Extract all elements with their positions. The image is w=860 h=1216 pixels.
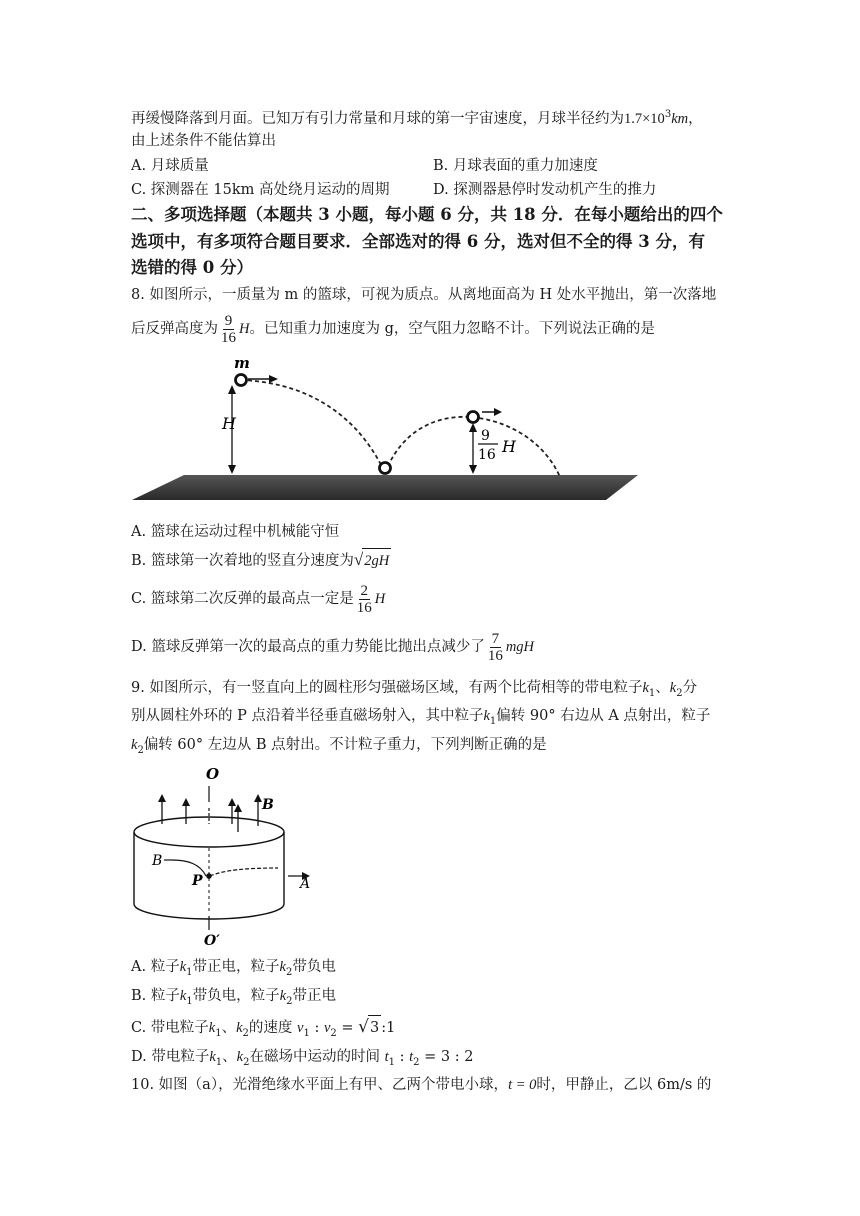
q9-option-d: D. 带电粒子$k_1$、$k_2$在磁场中运动的时间 $t_1$ : $t_2 = 3$ : 2 <box>131 1049 474 1068</box>
q7-line2: 由上述条件不能估算出 <box>131 133 276 149</box>
label-m: m <box>234 355 250 372</box>
label-B-side: B <box>152 853 163 869</box>
label-frac-num: 9 <box>481 428 490 444</box>
ball-bounce <box>380 463 391 474</box>
q8-stem-line1: 8. 如图所示，一质量为 m 的篮球，可视为质点。从离地面高为 H 处水平抛出，第一次落地 <box>131 287 717 303</box>
cylinder-top <box>134 817 284 847</box>
label-frac-var: H <box>502 437 516 456</box>
path-k1 <box>210 868 278 876</box>
label-O: O <box>206 765 220 783</box>
q7-option-a: A. 月球质量 <box>131 158 209 174</box>
label-frac-den: 16 <box>478 447 496 463</box>
q9-option-b: B. 粒子$k_1$带负电，粒子$k_2$带正电 <box>131 988 336 1007</box>
q8-option-b: B. 篮球第一次着地的竖直分速度为√2gH <box>131 548 391 573</box>
ground <box>132 475 638 500</box>
q9-option-c: C. 带电粒子$k_1$、$k_2$的速度 $v_1$ : $v_2 = √3$ :1 <box>131 1017 396 1039</box>
q7-option-c: C. 探测器在 15km 高处绕月运动的周期 <box>131 182 390 198</box>
q7-option-d: D. 探测器悬停时发动机产生的推力 <box>433 182 657 198</box>
q8-option-c: C. 篮球第二次反弹的最高点一定是 $\frac{2}{16}$ H <box>131 582 386 616</box>
q8-option-a: A. 篮球在运动过程中机械能守恒 <box>131 524 340 540</box>
fraction: $\frac{9}{16}$ <box>221 312 236 346</box>
trajectory-first <box>241 380 385 473</box>
cylinder-field-figure <box>128 764 328 948</box>
q9-stem-line3: $k_2$偏转 60° 左边从 B 点射出。不计粒子重力，下列判断正确的是 <box>131 737 547 756</box>
field-arrows <box>158 794 262 832</box>
label-H: H <box>222 414 236 433</box>
radius-value: 1.7×10 <box>624 110 665 127</box>
ball-start <box>236 375 247 386</box>
section2-heading-line2: 选项中，有多项符合题目要求．全部选对的得 6 分，选对但不全的得 3 分，有 <box>131 232 705 251</box>
point-P <box>206 873 212 879</box>
section2-heading-line3: 选错的得 0 分） <box>131 258 253 277</box>
q7-option-b: B. 月球表面的重力加速度 <box>433 158 598 174</box>
q8-option-d: D. 篮球反弹第一次的最高点的重力势能比抛出点减少了 $\frac{7}{16}$ mgH <box>131 630 535 664</box>
basketball-bounce-figure <box>128 355 640 505</box>
label-P: P <box>192 873 203 889</box>
label-B-top: B <box>262 797 274 813</box>
q9-stem-line1: 9. 如图所示，有一竖直向上的圆柱形匀强磁场区域，有两个比荷相等的带电粒子$k_1$、$k_2$分 <box>131 680 698 699</box>
q9-option-a: A. 粒子$k_1$带正电，粒子$k_2$带负电 <box>131 959 336 978</box>
section2-heading-line1: 二、多项选择题（本题共 3 小题，每小题 6 分，共 18 分．在每小题给出的四个 <box>131 205 723 224</box>
q9-stem-line2: 别从圆柱外环的 P 点沿着半径垂直磁场射入，其中粒子$k_1$偏转 90° 右边从 A 点射出，粒子 <box>131 708 711 727</box>
q10-stem-line1: 10. 如图（a），光滑绝缘水平面上有甲、乙两个带电小球，t = 0时，甲静止，乙以 6m/s 的 <box>131 1077 712 1093</box>
ball-peak <box>468 412 479 423</box>
label-A: A <box>300 876 311 892</box>
q7-line1: 再缓慢降落到月面。已知万有引力常量和月球的第一宇宙速度，月球半径约为$1.7\times 10^3km$， <box>131 109 703 127</box>
label-O-prime: O′ <box>204 933 220 948</box>
q8-stem-line2: 后反弹高度为 $\frac{9}{16}$ H。已知重力加速度为 g，空气阻力忽略不计。下列说法正确的是 <box>131 312 655 346</box>
